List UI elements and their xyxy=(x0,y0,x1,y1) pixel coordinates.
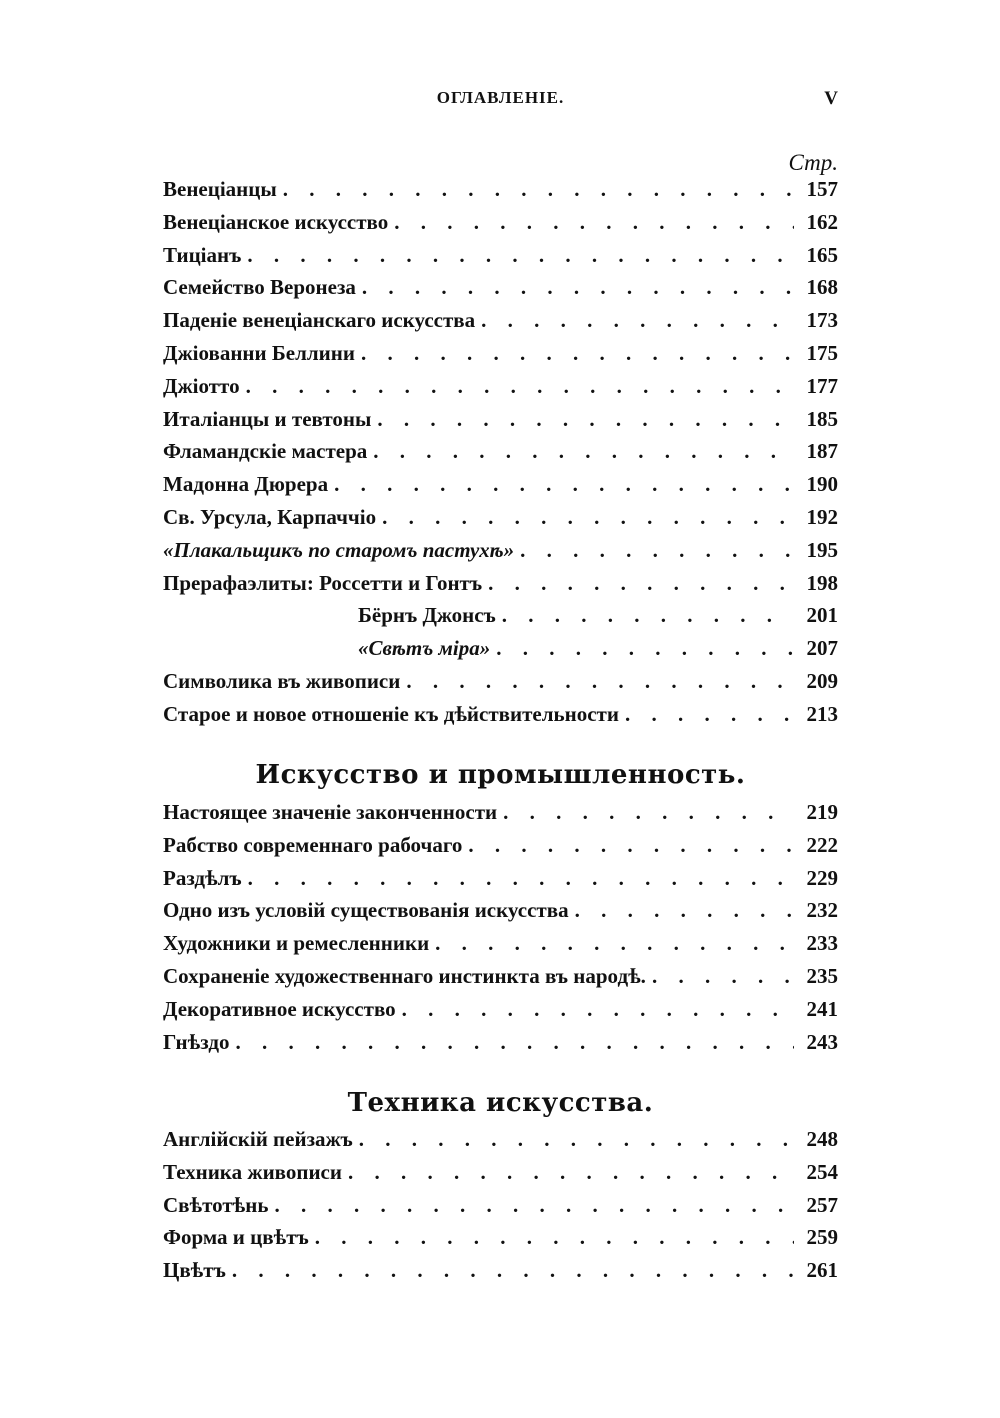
entry-title: Свѣтотѣнь xyxy=(163,1192,269,1217)
toc-entry xyxy=(163,407,838,440)
dot-leader xyxy=(496,636,794,661)
entry-page: 195 xyxy=(806,537,838,562)
entry-page: 198 xyxy=(806,570,838,595)
entry-page: 222 xyxy=(806,832,838,857)
entry-title: Гнѣздо xyxy=(163,1029,230,1054)
dot-leader xyxy=(394,210,794,235)
toc-entry xyxy=(163,997,838,1030)
dot-leader xyxy=(488,571,794,596)
entry-title: Мадонна Дюрера xyxy=(163,472,329,497)
entry-title: Форма и цвѣтъ xyxy=(163,1225,309,1250)
entry-page: 248 xyxy=(806,1127,838,1151)
entry-title: Фламандскiе мастера xyxy=(163,439,368,464)
entry-page: 254 xyxy=(806,1159,838,1184)
dot-leader xyxy=(575,898,794,923)
toc-entry xyxy=(163,177,838,210)
entry-title: Одно изъ условiй существованiя искусства xyxy=(163,898,569,923)
dot-leader xyxy=(652,964,794,989)
dot-leader xyxy=(406,669,794,694)
entry-title: Символика въ живописи xyxy=(163,668,401,693)
entry-page: 190 xyxy=(806,472,838,497)
dot-leader xyxy=(377,407,794,432)
running-header xyxy=(163,88,838,118)
entry-title: Прерафаэлиты: Россетти и Гонтъ xyxy=(163,570,483,595)
entry-page: 187 xyxy=(806,439,838,464)
entry-page: 162 xyxy=(806,209,838,234)
entry-title: Венецiанское искусство xyxy=(163,209,389,234)
toc-entry xyxy=(163,702,838,735)
dot-leader xyxy=(275,1193,795,1218)
dot-leader xyxy=(235,1030,794,1055)
entry-page: 177 xyxy=(806,373,838,398)
dot-leader xyxy=(246,374,794,399)
entry-page: 261 xyxy=(806,1258,838,1283)
toc-entry xyxy=(163,243,838,276)
entry-title: Настоящее значенiе законченности xyxy=(163,800,498,824)
entry-page: 241 xyxy=(806,996,838,1021)
entry-page: 259 xyxy=(806,1225,838,1250)
entry-page: 232 xyxy=(806,898,838,923)
entry-title: Старое и новое отношенiе къ дѣйствительности xyxy=(163,701,619,726)
page-column-label: Стр. xyxy=(788,150,838,175)
toc-part-3 xyxy=(163,1127,838,1291)
entry-page: 165 xyxy=(806,242,838,267)
toc-entry xyxy=(163,964,838,997)
entry-title: Рабство современнаго рабочаго xyxy=(163,832,463,857)
dot-leader xyxy=(362,275,794,300)
dot-leader xyxy=(247,243,794,268)
toc-entry xyxy=(163,866,838,899)
toc-entry xyxy=(163,1030,838,1063)
entry-title: Техника живописи xyxy=(163,1159,342,1184)
dot-leader xyxy=(248,866,794,891)
toc-entry xyxy=(163,669,838,702)
entry-title: Тицiанъ xyxy=(163,242,242,267)
entry-title: «Плакальщикъ по старомъ пастухѣ» xyxy=(163,537,515,562)
entry-page: 243 xyxy=(806,1029,838,1054)
toc-entry xyxy=(163,1160,838,1193)
toc-entry xyxy=(163,374,838,407)
section-heading-industry: Искусство и промышленность. xyxy=(255,760,746,790)
entry-title: Сохраненiе художественнаго инстинкта въ народѣ. xyxy=(163,963,646,988)
dot-leader xyxy=(402,997,794,1022)
toc-entry xyxy=(163,833,838,866)
toc-entry xyxy=(163,1258,838,1291)
dot-leader xyxy=(382,505,794,530)
toc-entry xyxy=(163,308,838,341)
entry-page: 235 xyxy=(806,963,838,988)
entry-title: Джiованни Беллини xyxy=(163,340,355,365)
dot-leader xyxy=(359,1127,794,1152)
entry-title: Св. Урсула, Карпаччiо xyxy=(163,504,377,529)
entry-title: Англiйскiй пейзажъ xyxy=(163,1127,353,1151)
toc-entry xyxy=(163,636,838,669)
toc-entry xyxy=(163,538,838,571)
toc-entry xyxy=(163,210,838,243)
dot-leader xyxy=(373,439,794,464)
dot-leader xyxy=(361,341,794,366)
dot-leader xyxy=(315,1225,794,1250)
dot-leader xyxy=(348,1160,794,1185)
toc-entry xyxy=(163,603,838,636)
dot-leader xyxy=(503,800,794,825)
entry-page: 213 xyxy=(806,701,838,726)
dot-leader xyxy=(625,702,794,727)
entry-title: Джiотто xyxy=(163,373,240,398)
entry-title: Декоративное искусство xyxy=(163,996,396,1021)
dot-leader xyxy=(481,308,794,333)
toc-part-1 xyxy=(163,177,838,735)
toc-part-2 xyxy=(163,800,838,1062)
dot-leader xyxy=(520,538,794,563)
toc-entry xyxy=(163,800,838,833)
entry-page: 233 xyxy=(806,931,838,956)
toc-entry xyxy=(163,931,838,964)
entry-title: Италiанцы и тевтоны xyxy=(163,406,372,431)
entry-page: 173 xyxy=(806,308,838,333)
toc-entry xyxy=(163,505,838,538)
entry-title: Паденiе венецiанскаго искусства xyxy=(163,308,476,333)
entry-page: 168 xyxy=(806,275,838,300)
entry-title: Цвѣтъ xyxy=(163,1258,226,1283)
entry-page: 185 xyxy=(806,406,838,431)
toc-entry xyxy=(163,1193,838,1226)
toc-entry xyxy=(163,898,838,931)
entry-title: Раздѣлъ xyxy=(163,865,242,890)
dot-leader xyxy=(468,833,794,858)
toc-entry xyxy=(163,439,838,472)
entry-page: 192 xyxy=(806,504,838,529)
entry-title: Семейство Веронеза xyxy=(163,275,356,300)
entry-page: 207 xyxy=(806,636,838,661)
section-heading-technique: Техника искусства. xyxy=(347,1088,654,1118)
running-title: ОГЛАВЛЕНIЕ. xyxy=(436,88,565,107)
dot-leader xyxy=(435,931,794,956)
entry-page: 229 xyxy=(806,865,838,890)
toc-entry xyxy=(163,1127,838,1160)
entry-page: 157 xyxy=(806,177,838,201)
entry-title: «Свѣтъ мiра» xyxy=(358,636,491,661)
dot-leader xyxy=(283,177,794,202)
entry-title: Венецiанцы xyxy=(163,177,277,201)
toc-entry xyxy=(163,275,838,308)
entry-page: 201 xyxy=(806,603,838,628)
entry-page: 219 xyxy=(806,800,838,824)
entry-page: 175 xyxy=(806,340,838,365)
dot-leader xyxy=(502,603,794,628)
entry-page: 209 xyxy=(806,668,838,693)
toc-entry xyxy=(163,472,838,505)
entry-title: Бёрнъ Джонсъ xyxy=(358,603,496,628)
dot-leader xyxy=(334,472,794,497)
entry-title: Художники и ремесленники xyxy=(163,931,430,956)
toc-entry xyxy=(163,1225,838,1258)
toc-entry xyxy=(163,341,838,374)
page-number: V xyxy=(824,88,838,109)
entry-page: 257 xyxy=(806,1192,838,1217)
dot-leader xyxy=(232,1258,794,1283)
toc-entry xyxy=(163,571,838,604)
